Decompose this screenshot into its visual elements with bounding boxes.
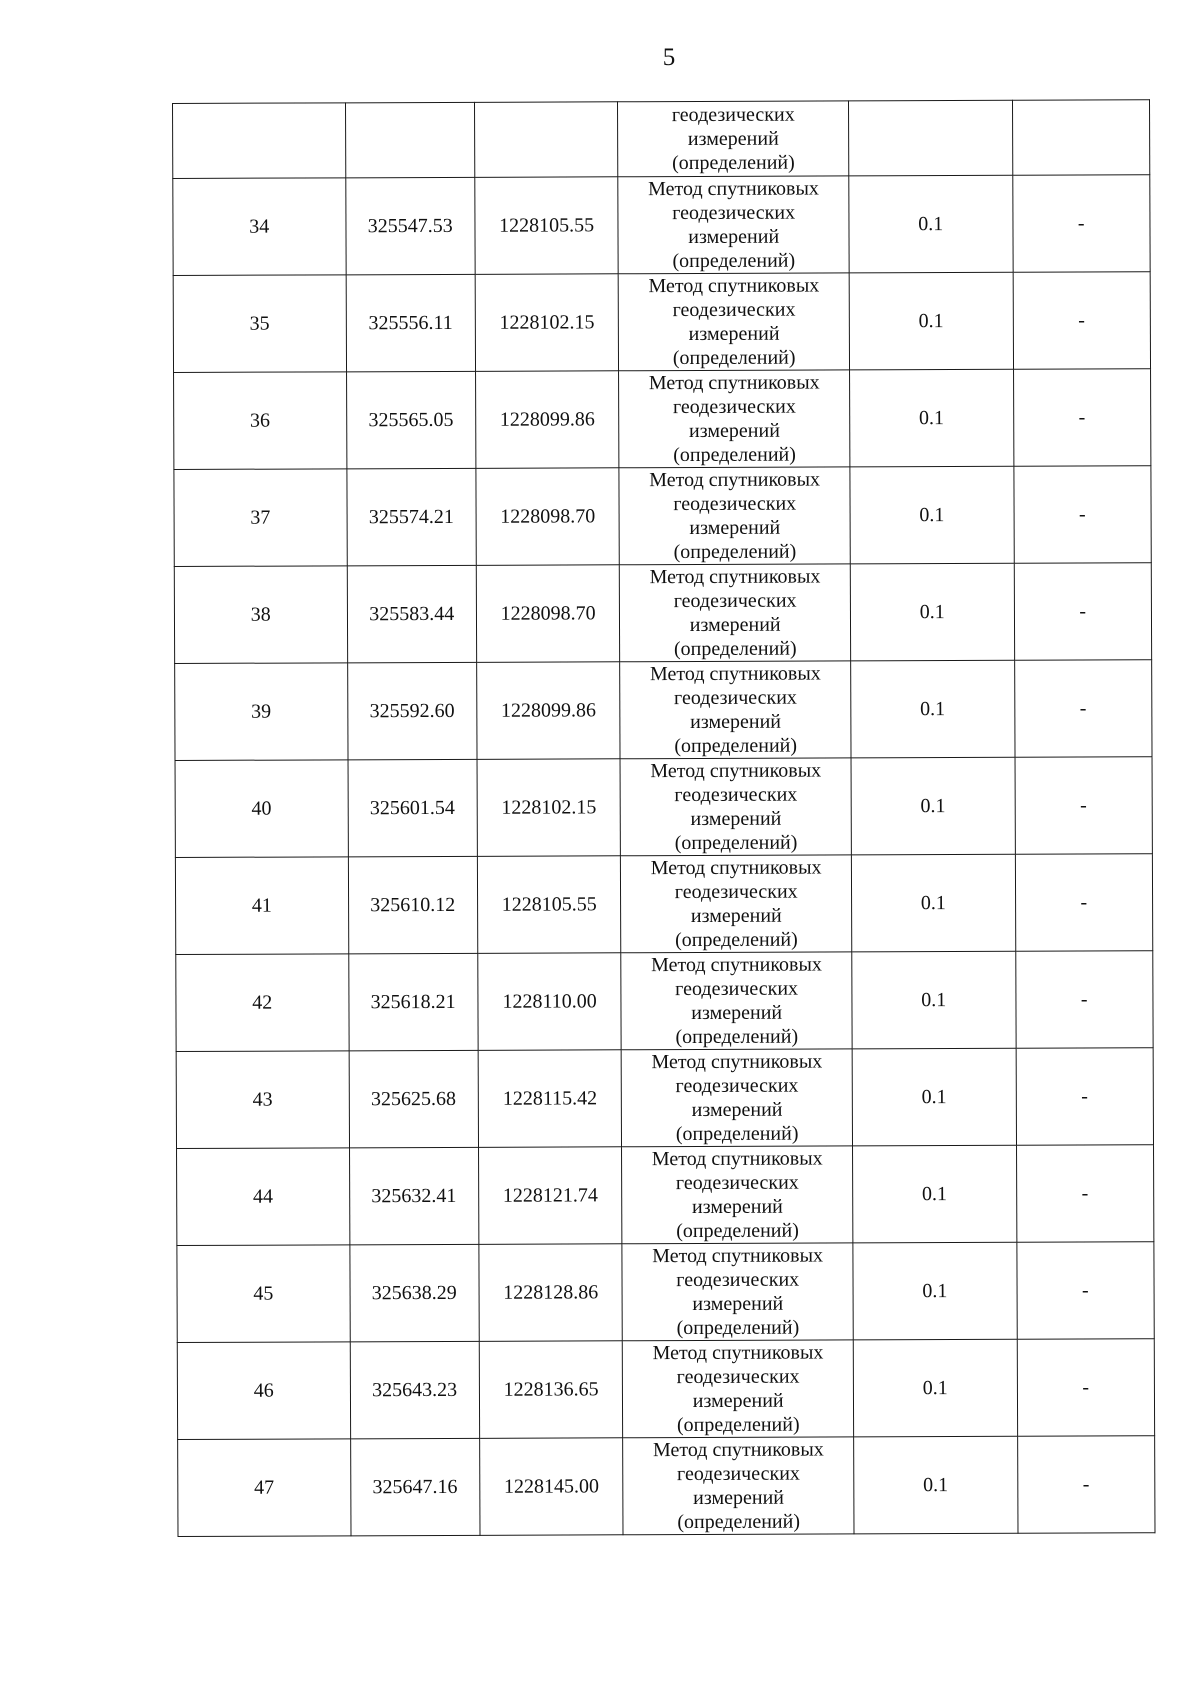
method-line: (определений) bbox=[675, 1025, 799, 1049]
cell-y-coordinate: 1228102.15 bbox=[477, 759, 621, 857]
table-row bbox=[177, 1242, 1154, 1343]
cell-x-coordinate: 325618.21 bbox=[348, 953, 478, 1050]
cell-x-coordinate: 325574.21 bbox=[346, 468, 476, 565]
method-line: измерений bbox=[691, 1098, 783, 1122]
cell-method bbox=[621, 855, 852, 953]
method-line: измерений bbox=[688, 225, 780, 249]
cell-accuracy: 0.1 bbox=[853, 1145, 1017, 1243]
cell-accuracy: 0.1 bbox=[851, 854, 1015, 952]
method-line: измерений bbox=[693, 1486, 785, 1510]
cell-accuracy: 0.1 bbox=[850, 466, 1014, 564]
method-line: (определений) bbox=[675, 1122, 799, 1146]
method-line: (определений) bbox=[672, 249, 796, 273]
cell-x-coordinate: 325610.12 bbox=[348, 856, 478, 953]
method-line: геодезических bbox=[675, 1171, 799, 1195]
method-line: геодезических bbox=[676, 1268, 800, 1292]
method-line: (определений) bbox=[676, 1219, 799, 1243]
table-row bbox=[176, 1048, 1153, 1149]
cell-point-number: 38 bbox=[174, 566, 347, 664]
cell-method bbox=[622, 1146, 853, 1244]
cell-note: - bbox=[1013, 466, 1151, 564]
cell-y-coordinate bbox=[474, 102, 618, 178]
method-line: Метод спутниковых bbox=[650, 856, 822, 880]
table-row bbox=[178, 1436, 1155, 1537]
method-line: геодезических bbox=[674, 880, 798, 904]
cell-note: - bbox=[1012, 175, 1150, 273]
cell-note: - bbox=[1017, 1339, 1155, 1437]
method-line: геодезических bbox=[673, 492, 797, 516]
method-line: геодезических bbox=[673, 686, 797, 710]
cell-note: - bbox=[1015, 951, 1153, 1049]
cell-point-number: 41 bbox=[175, 857, 348, 955]
method-line: измерений bbox=[690, 710, 782, 734]
cell-point-number: 37 bbox=[174, 469, 347, 567]
cell-accuracy bbox=[849, 100, 1013, 176]
method-line: Метод спутниковых bbox=[648, 371, 820, 395]
cell-method bbox=[621, 952, 852, 1050]
table-row-continued bbox=[173, 100, 1150, 179]
method-line: (определений) bbox=[674, 831, 798, 855]
cell-y-coordinate: 1228128.86 bbox=[479, 1244, 623, 1342]
cell-y-coordinate: 1228098.70 bbox=[476, 565, 620, 663]
cell-method bbox=[621, 1049, 852, 1147]
method-line: измерений bbox=[692, 1389, 784, 1413]
method-line: (определений) bbox=[676, 1316, 800, 1340]
cell-y-coordinate: 1228098.70 bbox=[476, 468, 620, 566]
cell-point-number: 34 bbox=[173, 178, 346, 276]
cell-note: - bbox=[1013, 272, 1151, 370]
method-line: (определений) bbox=[673, 540, 797, 564]
method-line: измерений bbox=[691, 1001, 783, 1025]
coordinates-table bbox=[172, 99, 1155, 1537]
cell-x-coordinate: 325638.29 bbox=[349, 1244, 479, 1341]
cell-x-coordinate bbox=[345, 102, 475, 177]
method-line: Метод спутниковых bbox=[651, 1050, 823, 1074]
table-row bbox=[174, 466, 1151, 567]
table-row bbox=[175, 757, 1152, 858]
cell-accuracy: 0.1 bbox=[851, 660, 1015, 758]
cell-y-coordinate: 1228121.74 bbox=[478, 1147, 622, 1245]
cell-accuracy: 0.1 bbox=[852, 951, 1016, 1049]
method-line: (определений) bbox=[675, 928, 798, 952]
method-line: Метод спутниковых bbox=[651, 1147, 823, 1171]
cell-point-number: 45 bbox=[177, 1245, 350, 1343]
cell-y-coordinate: 1228115.42 bbox=[478, 1050, 622, 1148]
cell-point-number bbox=[173, 103, 346, 179]
cell-accuracy: 0.1 bbox=[849, 272, 1013, 370]
cell-note: - bbox=[1014, 563, 1152, 661]
method-line: геодезических bbox=[675, 977, 799, 1001]
cell-accuracy: 0.1 bbox=[850, 369, 1014, 467]
cell-note: - bbox=[1016, 1048, 1154, 1146]
cell-accuracy: 0.1 bbox=[851, 757, 1015, 855]
cell-point-number: 47 bbox=[178, 1439, 351, 1537]
cell-y-coordinate: 1228105.55 bbox=[475, 177, 619, 275]
method-line: Метод спутниковых bbox=[651, 953, 822, 977]
method-line: геодезических bbox=[676, 1365, 800, 1389]
page-number: 5 bbox=[662, 44, 676, 71]
method-line: Метод спутниковых bbox=[650, 759, 822, 783]
cell-point-number: 46 bbox=[177, 1342, 350, 1440]
method-line: геодезических bbox=[673, 589, 797, 613]
method-line: Метод спутниковых bbox=[649, 662, 821, 686]
method-line: измерений bbox=[688, 322, 780, 346]
cell-accuracy: 0.1 bbox=[850, 563, 1014, 661]
cell-x-coordinate: 325625.68 bbox=[349, 1050, 479, 1147]
method-line: Метод спутниковых bbox=[648, 177, 819, 201]
cell-accuracy: 0.1 bbox=[852, 1048, 1016, 1146]
table-row bbox=[175, 854, 1152, 955]
cell-method bbox=[620, 758, 851, 856]
method-line: (определений) bbox=[676, 1413, 800, 1437]
cell-y-coordinate: 1228145.00 bbox=[480, 1438, 624, 1536]
cell-x-coordinate: 325547.53 bbox=[345, 177, 475, 274]
method-line: (определений) bbox=[677, 1510, 801, 1534]
cell-point-number: 35 bbox=[173, 275, 346, 373]
cell-note bbox=[1012, 100, 1150, 176]
method-line: геодезических bbox=[676, 1462, 800, 1486]
table-row bbox=[174, 563, 1151, 664]
cell-x-coordinate: 325643.23 bbox=[350, 1341, 480, 1438]
cell-point-number: 36 bbox=[174, 372, 347, 470]
method-line: Метод спутниковых bbox=[652, 1341, 824, 1365]
cell-note: - bbox=[1016, 1145, 1154, 1243]
cell-method bbox=[620, 564, 851, 662]
method-line: измерений bbox=[690, 807, 782, 831]
cell-note: - bbox=[1014, 660, 1152, 758]
method-line: измерений bbox=[691, 1195, 783, 1219]
method-line: (определений) bbox=[672, 151, 795, 175]
method-line: геодезических bbox=[675, 1074, 799, 1098]
method-line: геодезических bbox=[672, 395, 796, 419]
cell-y-coordinate: 1228102.15 bbox=[475, 274, 619, 372]
cell-method bbox=[620, 661, 851, 759]
cell-x-coordinate: 325647.16 bbox=[350, 1438, 480, 1535]
cell-point-number: 39 bbox=[175, 663, 348, 761]
cell-method bbox=[623, 1437, 854, 1535]
method-line: измерений bbox=[687, 127, 779, 151]
cell-note: - bbox=[1015, 757, 1153, 855]
cell-method bbox=[622, 1243, 853, 1341]
cell-point-number: 40 bbox=[175, 760, 348, 858]
cell-x-coordinate: 325556.11 bbox=[346, 274, 476, 371]
cell-method bbox=[619, 467, 850, 565]
cell-note: - bbox=[1016, 1242, 1154, 1340]
method-line: (определений) bbox=[673, 637, 797, 661]
method-line: измерений bbox=[689, 613, 781, 637]
method-line: геодезических bbox=[671, 103, 795, 127]
cell-y-coordinate: 1228136.65 bbox=[479, 1341, 623, 1439]
method-line: Метод спутниковых bbox=[649, 468, 821, 492]
cell-x-coordinate: 325601.54 bbox=[348, 759, 478, 856]
cell-point-number: 42 bbox=[176, 954, 349, 1052]
cell-y-coordinate: 1228105.55 bbox=[477, 856, 621, 954]
method-line: (определений) bbox=[672, 346, 796, 370]
cell-point-number: 43 bbox=[176, 1051, 349, 1149]
method-line: Метод спутниковых bbox=[652, 1244, 824, 1268]
cell-accuracy: 0.1 bbox=[853, 1242, 1017, 1340]
table-row bbox=[175, 660, 1152, 761]
cell-method bbox=[618, 101, 849, 177]
cell-method bbox=[619, 370, 850, 468]
cell-x-coordinate: 325592.60 bbox=[347, 662, 477, 759]
cell-accuracy: 0.1 bbox=[854, 1436, 1018, 1534]
cell-y-coordinate: 1228099.86 bbox=[477, 662, 621, 760]
cell-x-coordinate: 325632.41 bbox=[349, 1147, 479, 1244]
cell-method bbox=[623, 1340, 854, 1438]
table-row bbox=[177, 1339, 1154, 1440]
table-row bbox=[177, 1145, 1154, 1246]
method-line: геодезических bbox=[672, 201, 796, 225]
method-line: (определений) bbox=[673, 443, 796, 467]
cell-y-coordinate: 1228110.00 bbox=[478, 953, 622, 1051]
table-body bbox=[173, 100, 1155, 1537]
cell-note: - bbox=[1013, 369, 1151, 467]
table-row bbox=[176, 951, 1153, 1052]
table-row bbox=[173, 272, 1150, 373]
method-line: Метод спутниковых bbox=[649, 565, 821, 589]
method-line: измерений bbox=[689, 516, 781, 540]
method-line: Метод спутниковых bbox=[648, 274, 820, 298]
cell-point-number: 44 bbox=[177, 1148, 350, 1246]
method-line: измерений bbox=[690, 904, 782, 928]
cell-accuracy: 0.1 bbox=[849, 175, 1013, 273]
method-line: геодезических bbox=[674, 783, 798, 807]
cell-y-coordinate: 1228099.86 bbox=[475, 371, 619, 469]
method-line: (определений) bbox=[674, 734, 798, 758]
table-row bbox=[173, 175, 1150, 276]
cell-method bbox=[618, 176, 849, 274]
cell-accuracy: 0.1 bbox=[853, 1339, 1017, 1437]
cell-note: - bbox=[1017, 1436, 1155, 1534]
method-line: геодезических bbox=[672, 298, 796, 322]
table-row bbox=[174, 369, 1151, 470]
cell-x-coordinate: 325565.05 bbox=[346, 371, 476, 468]
cell-note: - bbox=[1015, 854, 1153, 952]
method-line: измерений bbox=[688, 419, 780, 443]
method-line: измерений bbox=[692, 1292, 784, 1316]
cell-method bbox=[619, 273, 850, 371]
method-line: Метод спутниковых bbox=[652, 1438, 824, 1462]
cell-x-coordinate: 325583.44 bbox=[347, 565, 477, 662]
